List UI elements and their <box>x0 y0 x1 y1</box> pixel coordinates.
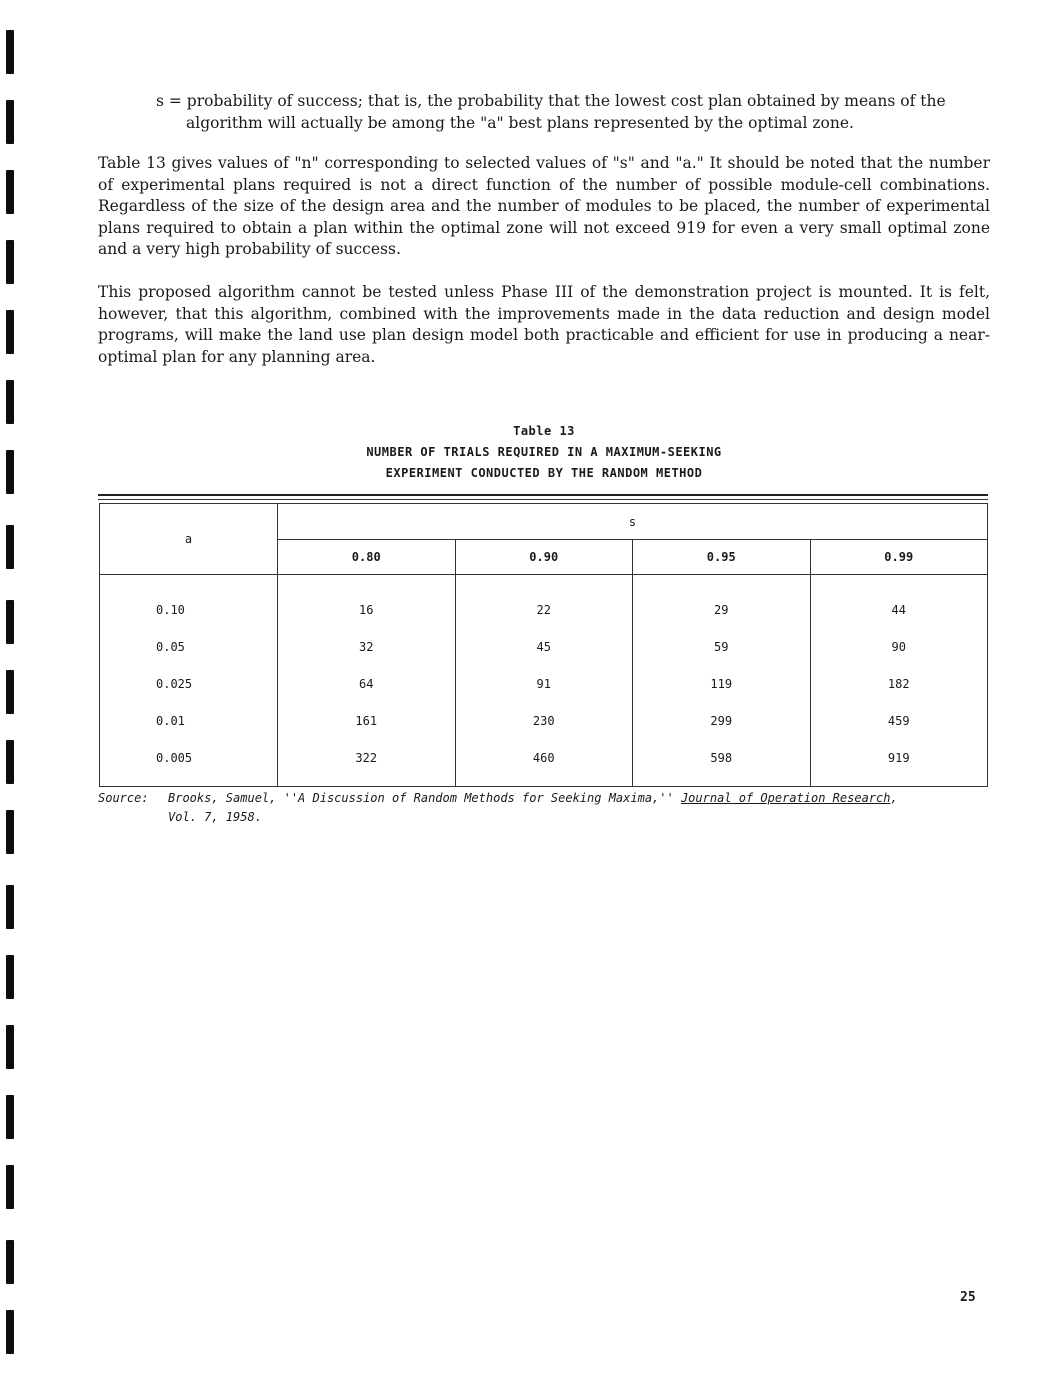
binder-mark <box>6 1310 14 1354</box>
table-cell: 59 <box>633 628 811 665</box>
source-label: Source: <box>98 791 149 805</box>
definition-line-2: algorithm will actually be among the "a" best plans represented by the optimal zone. <box>186 113 854 132</box>
row-label-a: 0.10 <box>100 575 278 629</box>
column-header-s-value: 0.99 <box>810 540 988 575</box>
row-label-a: 0.025 <box>100 665 278 702</box>
row-label-a: 0.05 <box>100 628 278 665</box>
binder-mark <box>6 955 14 999</box>
binder-mark <box>6 310 14 354</box>
table-cell: 91 <box>455 665 633 702</box>
source-citation-end: , <box>890 791 898 805</box>
table-cell: 919 <box>810 739 988 787</box>
column-group-header-s: s <box>278 504 988 540</box>
table-cell: 230 <box>455 702 633 739</box>
body-paragraph-1: Table 13 gives values of "n" corresponding to selected values of "s" and "a." It should be noted that the number of experimental plans required is not a direct function of the number of possible module-cell combinations. Regardless of the size of the design area and the number of modules to be placed, the number of experimental plans required to obtain a plan within the optimal zone will not exceed 919 for even a very small optimal zone and a very high probability of success. <box>98 154 990 258</box>
table-cell: 64 <box>278 665 456 702</box>
binder-mark <box>6 1240 14 1284</box>
source-note <box>98 789 978 827</box>
table-cell: 161 <box>278 702 456 739</box>
binder-mark <box>6 240 14 284</box>
column-header-s-value: 0.80 <box>278 540 456 575</box>
table-cell: 459 <box>810 702 988 739</box>
source-journal: Journal of Operation Research <box>680 791 891 805</box>
table-cell: 29 <box>633 575 811 629</box>
table-cell: 44 <box>810 575 988 629</box>
table-cell: 598 <box>633 739 811 787</box>
binder-mark <box>6 1095 14 1139</box>
table-top-rule <box>98 494 988 496</box>
row-label-a: 0.005 <box>100 739 278 787</box>
column-header-a: a <box>100 504 278 575</box>
table-cell: 182 <box>810 665 988 702</box>
table-cell: 299 <box>633 702 811 739</box>
binder-mark <box>6 450 14 494</box>
table-cell: 32 <box>278 628 456 665</box>
table-top-rule-thin <box>98 499 988 500</box>
table-cell: 119 <box>633 665 811 702</box>
table-row <box>100 702 988 739</box>
source-citation: Brooks, Samuel, ''A Discussion of Random Methods for Seeking Maxima,'' <box>168 791 681 805</box>
trials-table <box>99 503 988 787</box>
table-cell: 45 <box>455 628 633 665</box>
table-cell: 16 <box>278 575 456 629</box>
table-row <box>100 739 988 787</box>
table-title-line-1: NUMBER OF TRIALS REQUIRED IN A MAXIMUM-SEEKING <box>366 445 722 459</box>
binder-mark <box>6 380 14 424</box>
definition-s <box>156 91 990 134</box>
binder-mark <box>6 1025 14 1069</box>
table-cell: 22 <box>455 575 633 629</box>
table-label: Table 13 <box>513 424 575 438</box>
binder-mark <box>6 525 14 569</box>
binder-mark <box>6 670 14 714</box>
row-label-a: 0.01 <box>100 702 278 739</box>
binder-mark <box>6 885 14 929</box>
body-paragraph-2: This proposed algorithm cannot be tested unless Phase III of the demonstration project is mounted. It is felt, however, that this algorithm, combined with the improvements made in the data reduction and design model programs, will make the land use plan design model both practicable and efficient for use in producing a near-optimal plan for any planning area. <box>98 283 990 366</box>
column-header-s-value: 0.90 <box>455 540 633 575</box>
table-cell: 460 <box>455 739 633 787</box>
binder-mark <box>6 740 14 784</box>
table-row <box>100 628 988 665</box>
table-cell: 322 <box>278 739 456 787</box>
table-title-line-2: EXPERIMENT CONDUCTED BY THE RANDOM METHOD <box>385 466 703 480</box>
binder-mark <box>6 1165 14 1209</box>
column-header-s-value: 0.95 <box>633 540 811 575</box>
binder-mark <box>6 600 14 644</box>
binder-mark <box>6 170 14 214</box>
table-row <box>100 575 988 629</box>
table-row <box>100 665 988 702</box>
source-volume: Vol. 7, 1958. <box>168 810 262 824</box>
binder-mark <box>6 810 14 854</box>
binder-mark <box>6 30 14 74</box>
table-cell: 90 <box>810 628 988 665</box>
definition-line-1: s = probability of success; that is, the probability that the lowest cost plan obtained by means of the <box>156 92 946 110</box>
page-number: 25 <box>960 1290 976 1305</box>
binder-mark <box>6 100 14 144</box>
